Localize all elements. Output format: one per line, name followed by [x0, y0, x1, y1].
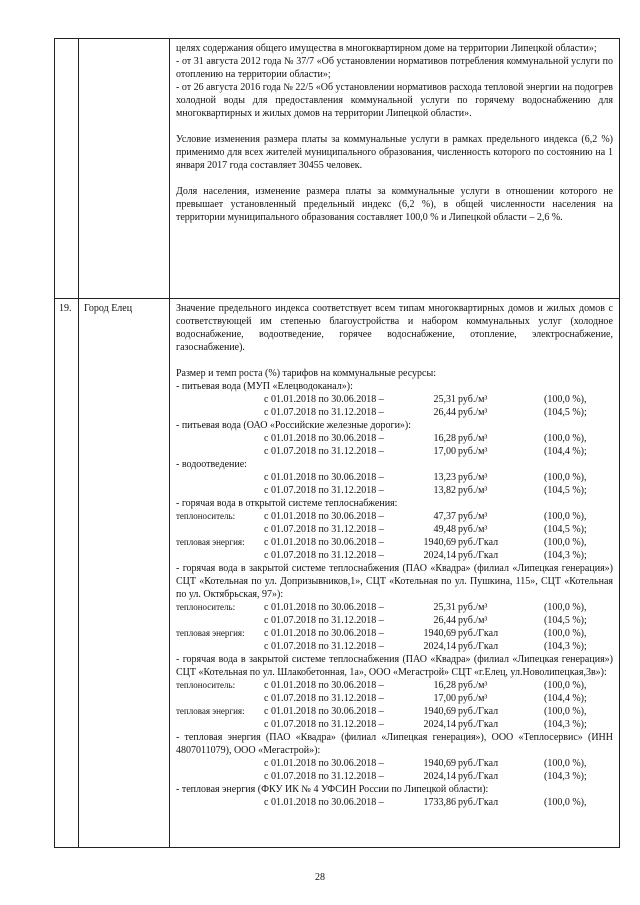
- tariff-unit: руб./Гкал: [458, 550, 499, 561]
- tariff-percent: (100,0 %),: [544, 433, 587, 444]
- tariff-blocks: [176, 380, 613, 809]
- tariff-row: [176, 770, 613, 783]
- tariff-percent: (104,5 %);: [544, 407, 587, 418]
- tariff-row: [176, 406, 613, 419]
- tariff-row: [176, 523, 613, 536]
- tariff-period: с 01.07.2018 по 31.12.2018 –: [264, 641, 384, 652]
- tariff-unit: руб./м³: [458, 407, 488, 418]
- tariff-unit: руб./Гкал: [458, 797, 499, 808]
- prev-line-1: целях содержания общего имущества в многоквартирном доме на территории Липецкой области»;: [176, 43, 597, 54]
- prev-line-3: - от 26 августа 2016 года № 22/5 «Об установлении нормативов расхода тепловой энергии на подогрев холодной воды для предоставления коммунальной услуги по горячему водоснабжению для многоквартирных и жилых домов на территории Липецкой области».: [176, 82, 613, 119]
- tariff-percent: (104,3 %);: [544, 771, 587, 782]
- tariff-heading: - тепловая энергия (ФКУ ИК № 4 УФСИН России по Липецкой области):: [176, 784, 489, 795]
- tariff-table: [54, 38, 620, 848]
- tariff-value: 17,00: [433, 446, 456, 457]
- tariff-unit: руб./Гкал: [458, 771, 499, 782]
- tariff-value: 2024,14: [423, 550, 456, 561]
- tariff-value: 49,48: [433, 524, 456, 535]
- tariff-period: с 01.01.2018 по 30.06.2018 –: [264, 680, 384, 691]
- tariff-period: с 01.01.2018 по 30.06.2018 –: [264, 706, 384, 717]
- tariff-heading: - горячая вода в закрытой системе теплоснабжения (ПАО «Квадра» (филиал «Липецкая генерация») СЦТ «Котельная по ул. Допризывников,1», СЦТ «Котельная по ул. Пушкина, 115», СЦТ «Котельная по ул. Октябрьская, 97»):: [176, 563, 613, 600]
- tariff-value: 26,44: [433, 407, 456, 418]
- tariff-row: [176, 432, 613, 445]
- tariff-unit: руб./м³: [458, 394, 488, 405]
- tariff-value: 16,28: [433, 433, 456, 444]
- tariff-percent: (104,3 %);: [544, 719, 587, 730]
- tariff-row: [176, 536, 613, 549]
- content-cell-previous: [170, 39, 620, 299]
- prev-paragraph-3: Доля населения, изменение размера платы за коммунальные услуги в отношении которого не превышает установленный предельный индекс (6,2 %), в общей численности населения на территории муниципального образования составляет 100,0 % и Липецкой области – 2,6 %.: [176, 186, 613, 223]
- tariff-unit: руб./м³: [458, 615, 488, 626]
- tariff-period: с 01.01.2018 по 30.06.2018 –: [264, 797, 384, 808]
- tariff-row: [176, 796, 613, 809]
- tariff-heading: - водоотведение:: [176, 459, 247, 470]
- tariff-value: 1940,69: [423, 537, 456, 548]
- tariff-value: 13,82: [433, 485, 456, 496]
- tariff-unit: руб./м³: [458, 602, 488, 613]
- tariff-value: 2024,14: [423, 719, 456, 730]
- tariff-period: с 01.01.2018 по 30.06.2018 –: [264, 628, 384, 639]
- tariff-percent: (100,0 %),: [544, 797, 587, 808]
- row19-intro: Значение предельного индекса соответствует всем типам многоквартирных домов и жилых домов с соответствующей им степенью благоустройства и набором коммунальных услуг (холодное водоснабжение, водоотведение, горячее водоснабжение, отопление, электроснабжение, газоснабжение).: [176, 303, 613, 353]
- tariff-period: с 01.01.2018 по 30.06.2018 –: [264, 511, 384, 522]
- tariff-row: [176, 549, 613, 562]
- tariff-row: [176, 445, 613, 458]
- tariff-percent: (100,0 %),: [544, 706, 587, 717]
- tariff-value: 17,00: [433, 693, 456, 704]
- table-row-19: [55, 299, 620, 848]
- tariff-row: [176, 627, 613, 640]
- tariff-value: 2024,14: [423, 771, 456, 782]
- tariff-percent: (104,4 %);: [544, 693, 587, 704]
- tariff-unit: руб./Гкал: [458, 758, 499, 769]
- tariff-percent: (100,0 %),: [544, 511, 587, 522]
- tariff-unit: руб./Гкал: [458, 719, 499, 730]
- tariff-value: 25,31: [433, 602, 456, 613]
- tariff-period: с 01.07.2018 по 31.12.2018 –: [264, 485, 384, 496]
- tariff-row: [176, 705, 613, 718]
- tariff-value: 1940,69: [423, 628, 456, 639]
- tariff-unit: руб./Гкал: [458, 706, 499, 717]
- tariff-value: 2024,14: [423, 641, 456, 652]
- tariff-heading: - тепловая энергия (ПАО «Квадра» (филиал «Липецкая генерация»), ООО «Теплосервис» (ИНН 4807011079), ООО «Мегастрой»):: [176, 732, 613, 756]
- tariff-percent: (104,5 %);: [544, 485, 587, 496]
- tariff-period: с 01.07.2018 по 31.12.2018 –: [264, 524, 384, 535]
- table-row-previous: [55, 39, 620, 299]
- tariff-percent: (100,0 %),: [544, 680, 587, 691]
- tariff-heading: - горячая вода в открытой системе теплоснабжения:: [176, 498, 398, 509]
- city-cell-empty: [79, 39, 170, 299]
- tariff-percent: (104,3 %);: [544, 641, 587, 652]
- tariff-unit: руб./Гкал: [458, 628, 499, 639]
- tariff-label: теплоноситель:: [176, 511, 236, 521]
- tariff-period: с 01.07.2018 по 31.12.2018 –: [264, 693, 384, 704]
- tariff-row: [176, 393, 613, 406]
- tariff-row: [176, 471, 613, 484]
- city-cell: [79, 299, 170, 848]
- tariff-value: 16,28: [433, 680, 456, 691]
- city-name: Город Елец: [84, 303, 133, 314]
- tariff-period: с 01.07.2018 по 31.12.2018 –: [264, 771, 384, 782]
- row-number: 19.: [59, 303, 72, 314]
- content-cell-19: [170, 299, 620, 848]
- tariff-period: с 01.01.2018 по 30.06.2018 –: [264, 602, 384, 613]
- tariff-label: тепловая энергия:: [176, 706, 245, 716]
- tariff-heading: - питьевая вода (МУП «Елецводоканал»):: [176, 381, 353, 392]
- tariff-heading: - горячая вода в закрытой системе теплоснабжения (ПАО «Квадра» (филиал «Липецкая генерация») СЦТ «Котельная по ул. Шлакобетонная, 1а», ООО «Мегастрой» СЦТ «г.Елец, ул.Новолипецкая,3в»):: [176, 654, 613, 678]
- tariff-value: 1940,69: [423, 758, 456, 769]
- tariff-period: с 01.07.2018 по 31.12.2018 –: [264, 407, 384, 418]
- tariff-row: [176, 640, 613, 653]
- tariff-period: с 01.01.2018 по 30.06.2018 –: [264, 433, 384, 444]
- tariff-row: [176, 614, 613, 627]
- tariff-percent: (100,0 %),: [544, 758, 587, 769]
- tariff-period: с 01.01.2018 по 30.06.2018 –: [264, 537, 384, 548]
- tariff-percent: (100,0 %),: [544, 394, 587, 405]
- tariffs-title: Размер и темп роста (%) тарифов на коммунальные ресурсы:: [176, 368, 436, 379]
- tariff-percent: (104,5 %);: [544, 615, 587, 626]
- tariff-period: с 01.07.2018 по 31.12.2018 –: [264, 550, 384, 561]
- tariff-period: с 01.07.2018 по 31.12.2018 –: [264, 719, 384, 730]
- tariff-percent: (100,0 %),: [544, 628, 587, 639]
- tariff-percent: (100,0 %),: [544, 537, 587, 548]
- tariff-row: [176, 692, 613, 705]
- tariff-row: [176, 484, 613, 497]
- tariff-value: 1940,69: [423, 706, 456, 717]
- tariff-unit: руб./Гкал: [458, 641, 499, 652]
- prev-paragraph-2: Условие изменения размера платы за коммунальные услуги в рамках предельного индекса (6,2 %) применимо для всех жителей муниципального образования, численность которого по состоянию на 1 января 2017 года составляет 30455 человек.: [176, 134, 613, 171]
- tariff-unit: руб./м³: [458, 472, 488, 483]
- tariff-period: с 01.07.2018 по 31.12.2018 –: [264, 615, 384, 626]
- tariff-value: 25,31: [433, 394, 456, 405]
- row-number-cell: [55, 299, 79, 848]
- tariff-period: с 01.01.2018 по 30.06.2018 –: [264, 758, 384, 769]
- tariff-label: теплоноситель:: [176, 602, 236, 612]
- tariff-unit: руб./м³: [458, 524, 488, 535]
- tariff-label: теплоноситель:: [176, 680, 236, 690]
- tariff-percent: (104,4 %);: [544, 446, 587, 457]
- tariff-unit: руб./м³: [458, 446, 488, 457]
- tariff-row: [176, 679, 613, 692]
- tariff-unit: руб./м³: [458, 511, 488, 522]
- tariff-value: 26,44: [433, 615, 456, 626]
- tariff-period: с 01.07.2018 по 31.12.2018 –: [264, 446, 384, 457]
- tariff-period: с 01.01.2018 по 30.06.2018 –: [264, 394, 384, 405]
- tariff-unit: руб./м³: [458, 433, 488, 444]
- tariff-percent: (104,3 %);: [544, 550, 587, 561]
- tariff-percent: (100,0 %),: [544, 602, 587, 613]
- tariff-unit: руб./Гкал: [458, 537, 499, 548]
- tariff-heading: - питьевая вода (ОАО «Российские железные дороги»):: [176, 420, 412, 431]
- tariff-percent: (100,0 %),: [544, 472, 587, 483]
- row-number-cell-empty: [55, 39, 79, 299]
- tariff-value: 47,37: [433, 511, 456, 522]
- tariff-value: 13,23: [433, 472, 456, 483]
- tariff-unit: руб./м³: [458, 485, 488, 496]
- tariff-row: [176, 718, 613, 731]
- prev-line-2: - от 31 августа 2012 года № 37/7 «Об установлении нормативов потребления коммунальной услуги по отоплению на территории области»;: [176, 56, 613, 80]
- tariff-unit: руб./м³: [458, 680, 488, 691]
- tariff-row: [176, 757, 613, 770]
- tariff-unit: руб./м³: [458, 693, 488, 704]
- tariff-label: тепловая энергия:: [176, 537, 245, 547]
- page-number: 28: [315, 872, 325, 883]
- tariff-percent: (104,5 %);: [544, 524, 587, 535]
- tariff-value: 1733,86: [423, 797, 456, 808]
- tariff-row: [176, 601, 613, 614]
- tariff-row: [176, 510, 613, 523]
- tariff-period: с 01.01.2018 по 30.06.2018 –: [264, 472, 384, 483]
- tariff-label: тепловая энергия:: [176, 628, 245, 638]
